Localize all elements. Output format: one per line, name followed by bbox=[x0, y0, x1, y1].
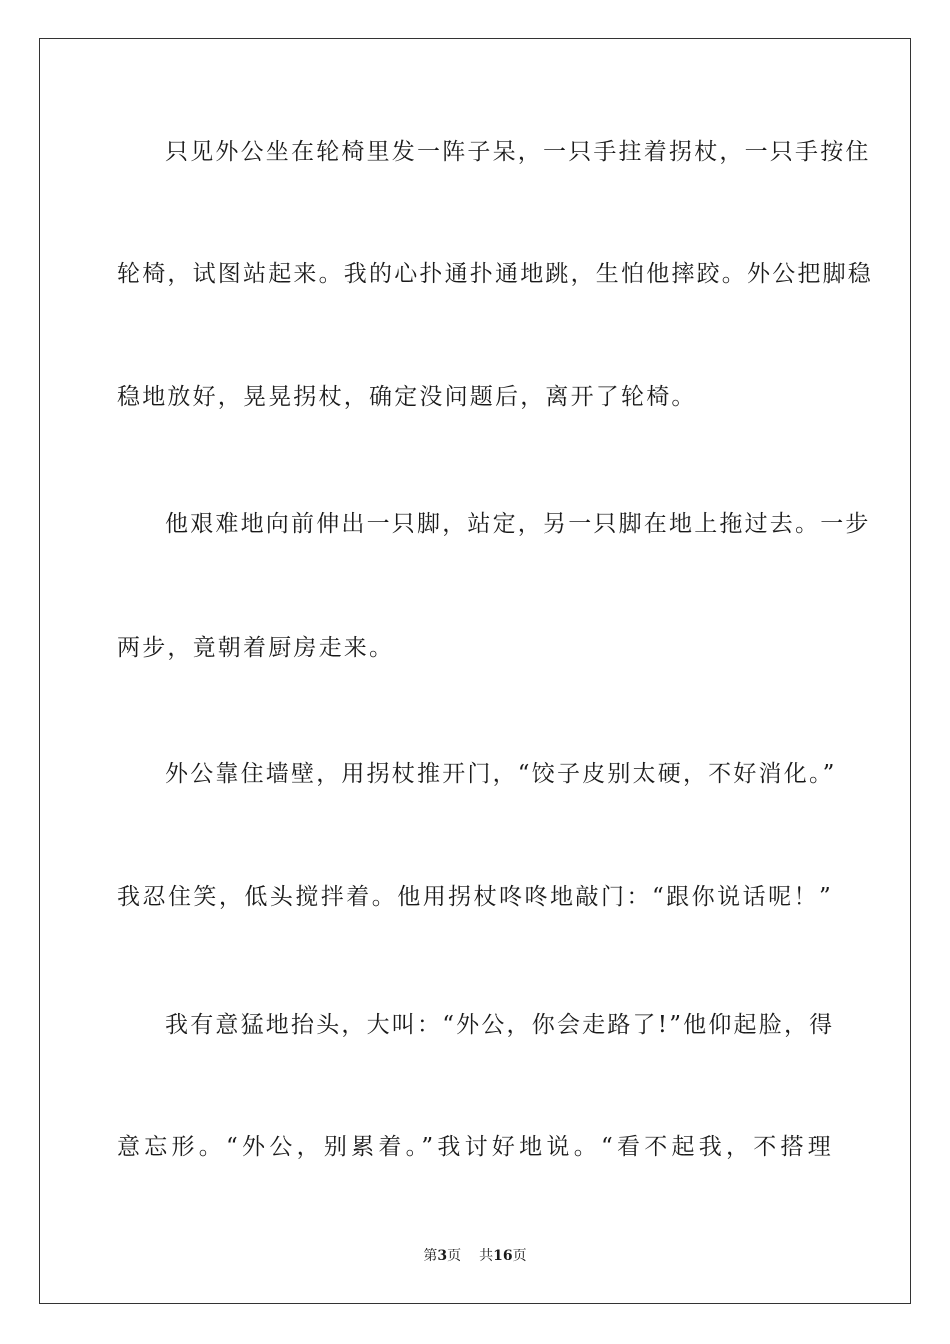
text-line-6: 外公靠住墙壁，用拐杖推开门，“饺子皮别太硬，不好消化。” bbox=[165, 761, 837, 787]
page-total: 16 bbox=[493, 1248, 513, 1264]
text-line-9: 意忘形。“外公，别累着。”我讨好地说。“看不起我，不搭理 bbox=[117, 1134, 833, 1160]
text-line-5: 两步，竟朝着厨房走来。 bbox=[117, 635, 395, 661]
page-suffix: 页 bbox=[447, 1248, 462, 1264]
page-footer bbox=[0, 1246, 950, 1266]
text-line-1: 只见外公坐在轮椅里发一阵子呆，一只手拄着拐杖，一只手按住 bbox=[165, 139, 871, 165]
page-prefix: 第 bbox=[423, 1248, 438, 1264]
text-line-4: 他艰难地向前伸出一只脚，站定，另一只脚在地上拖过去。一步 bbox=[165, 511, 871, 537]
text-line-3: 稳地放好，晃晃拐杖，确定没问题后，离开了轮椅。 bbox=[117, 384, 697, 410]
text-line-8: 我有意猛地抬头，大叫：“外公，你会走路了!”他仰起脸，得 bbox=[165, 1012, 835, 1038]
page-frame bbox=[39, 38, 911, 1304]
total-prefix: 共 bbox=[479, 1248, 494, 1264]
page-current: 3 bbox=[437, 1248, 448, 1264]
text-line-2: 轮椅，试图站起来。我的心扑通扑通地跳，生怕他摔跤。外公把脚稳 bbox=[117, 261, 873, 287]
total-suffix: 页 bbox=[512, 1248, 527, 1264]
text-line-7: 我忍住笑，低头搅拌着。他用拐杖咚咚地敲门：“跟你说话呢！” bbox=[117, 884, 833, 910]
